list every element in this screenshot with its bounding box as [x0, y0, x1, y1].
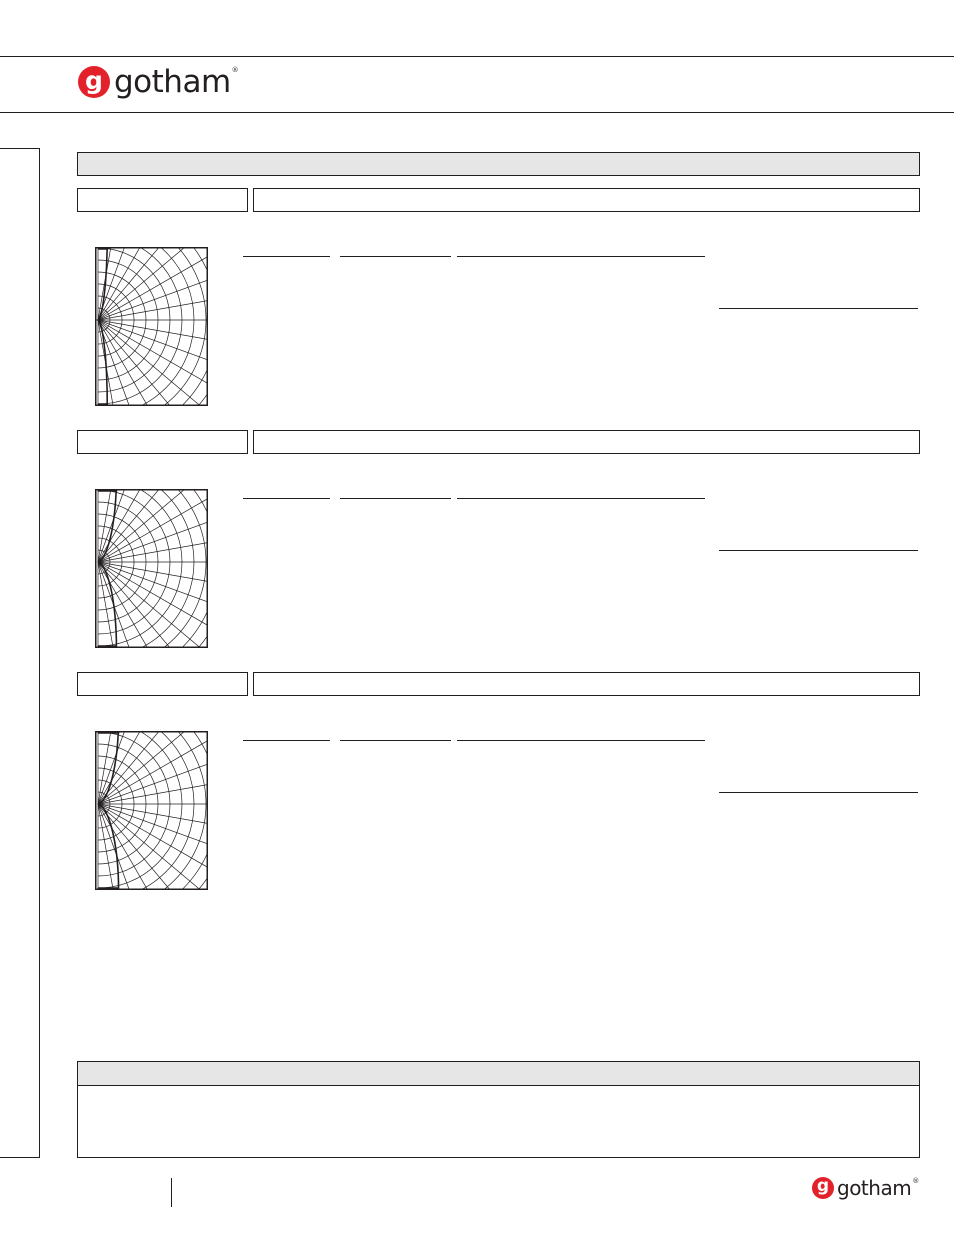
polar-radial [98, 489, 208, 562]
logo-wordmark: gotham [837, 1176, 912, 1200]
block-1-title-box [253, 188, 920, 212]
header-rule-bottom [0, 112, 954, 113]
registered-mark: ® [912, 1177, 919, 1185]
block-3-column-rule-1 [243, 740, 330, 741]
photometry-section-bar [77, 152, 920, 176]
polar-radial [98, 247, 208, 320]
polar-radial [98, 247, 208, 320]
polar-grid [98, 731, 208, 890]
block-3-title-box [253, 672, 920, 696]
polar-ring [98, 247, 182, 404]
polar-radial [98, 320, 208, 406]
polar-radial [98, 489, 208, 562]
block-2-title-box [253, 430, 920, 454]
polar-radial [98, 320, 208, 406]
polar-radial [98, 320, 208, 406]
polar-radial [98, 320, 208, 406]
polar-radial [98, 320, 208, 406]
polar-ring [98, 247, 208, 406]
block-3-header [77, 672, 920, 696]
logo-wordmark: gotham [114, 63, 231, 100]
polar-ring [98, 731, 208, 890]
polar-ring [98, 731, 206, 890]
header-logo [78, 63, 239, 100]
block-3-column-rule-4 [719, 792, 918, 793]
polar-ring [98, 731, 208, 890]
block-2-header [77, 430, 920, 454]
polar-ring [98, 247, 194, 406]
block-3-label-box [77, 672, 248, 696]
polar-ring [98, 731, 194, 890]
polar-ring [98, 247, 206, 406]
block-2-column-rule-2 [340, 498, 451, 499]
polar-radial [98, 804, 208, 890]
polar-radial [98, 489, 208, 562]
polar-ring [98, 731, 182, 888]
polar-ring [98, 731, 208, 890]
polar-plot-3 [95, 731, 208, 890]
polar-radial [98, 247, 208, 320]
notes-box [77, 1061, 920, 1158]
block-1-header [77, 188, 920, 212]
polar-ring [98, 247, 208, 406]
block-2-label-box [77, 430, 248, 454]
block-3-column-rule-3 [457, 740, 705, 741]
block-1-label-box [77, 188, 248, 212]
polar-ring [98, 247, 208, 406]
polar-ring [98, 731, 208, 890]
polar-ring [98, 489, 182, 646]
side-tab [0, 148, 40, 1158]
polar-radial [98, 489, 208, 562]
polar-ring [98, 247, 208, 406]
gotham-logo-icon: g [78, 66, 110, 98]
block-2-column-rule-4 [719, 550, 918, 551]
polar-radial [98, 804, 208, 890]
block-1-column-rule-4 [719, 308, 918, 309]
gotham-logo-icon: g [812, 1177, 834, 1199]
block-2-column-rule-1 [243, 498, 330, 499]
notes-header-bar [78, 1062, 919, 1086]
block-2-column-rule-3 [457, 498, 705, 499]
footer-logo [812, 1177, 919, 1199]
polar-ring [98, 731, 208, 890]
polar-ring [98, 247, 208, 406]
polar-ring [98, 489, 194, 648]
polar-radial [98, 804, 208, 890]
polar-radial [98, 320, 187, 406]
block-1-column-rule-2 [340, 256, 451, 257]
block-1-column-rule-1 [243, 256, 330, 257]
polar-ring [98, 247, 208, 406]
block-3-column-rule-2 [340, 740, 451, 741]
polar-radial [98, 247, 208, 320]
footer-divider [171, 1178, 172, 1207]
registered-mark: ® [231, 65, 239, 74]
polar-ring [98, 731, 208, 890]
polar-radial [98, 804, 208, 890]
polar-grid [98, 247, 208, 406]
polar-plot-1 [95, 247, 208, 406]
polar-radial [98, 489, 208, 562]
polar-radial [98, 247, 208, 320]
polar-radial [98, 804, 208, 890]
header-rule-top [0, 56, 954, 57]
polar-plot-2 [95, 489, 208, 648]
block-1-column-rule-3 [457, 256, 705, 257]
polar-radial [98, 804, 187, 890]
polar-grid [98, 489, 208, 648]
polar-radial [98, 562, 187, 648]
